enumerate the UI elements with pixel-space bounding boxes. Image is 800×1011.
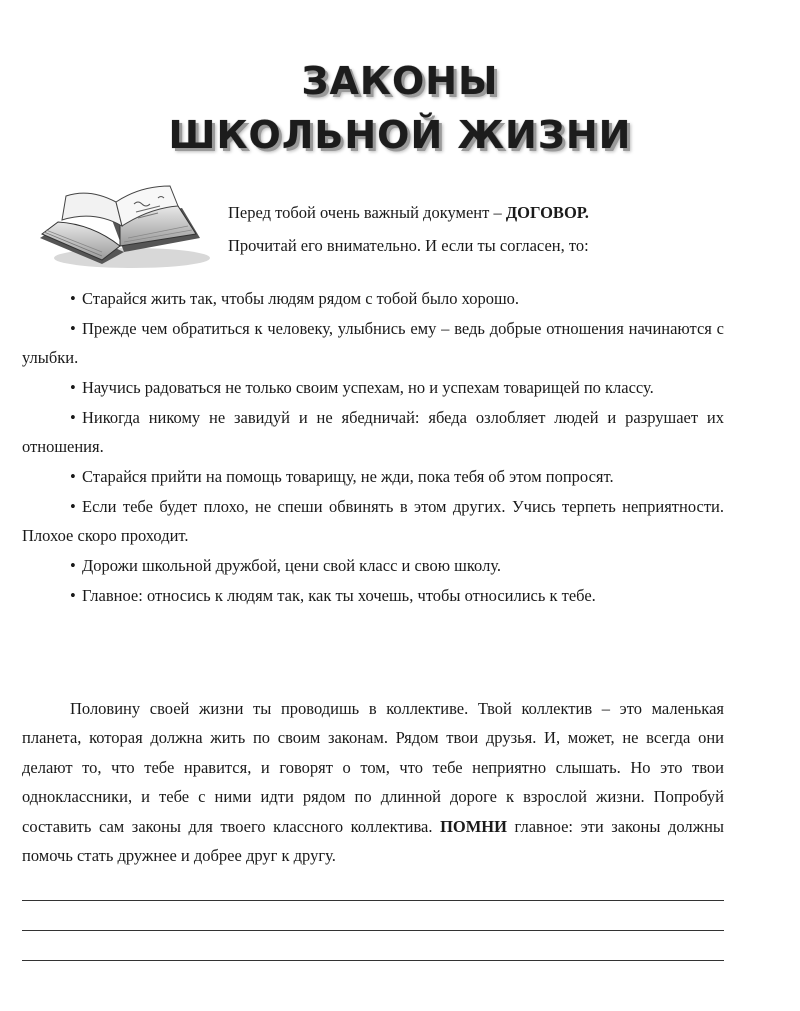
intro-text: Перед тобой очень важный документ – [228,203,506,222]
rule-item: • Старайся прийти на помощь товарищу, не жди, пока тебя об этом попросят. [70,467,614,486]
writing-line[interactable] [22,960,724,961]
rule-item: • Если тебе будет плохо, не спеши обвинять в этом других. Учись терпеть неприятности. Плохое скоро проходит. [22,497,724,545]
remember-bold-word: ПОМНИ [440,816,507,836]
rules-list [22,284,724,611]
rule-item: • Дорожи школьной дружбой, цени свой класс и свою школу. [70,556,502,575]
intro-bold-word: ДОГОВОР. [505,203,589,222]
intro-line-2: Прочитай его внимательно. И если ты согласен, то: [228,236,589,255]
rule-item: • Главное: относись к людям так, как ты хочешь, чтобы относились к тебе. [70,586,596,605]
writing-line[interactable] [22,900,724,901]
rule-item: • Никогда никому не завидуй и не ябедничай: ябеда озлобляет людей и разрушает их отношения. [22,408,724,456]
rule-item: • Прежде чем обратиться к человеку, улыбнись ему – ведь добрые отношения начинаются с улыбки. [22,319,724,367]
intro-line-1 [228,203,589,223]
rule-item: • Старайся жить так, чтобы людям рядом с тобой было хорошо. [70,289,520,308]
page-title-line-2: ШКОЛЬНОЙ ЖИЗНИ [168,113,632,157]
page-title-line-1: ЗАКОНЫ [301,59,499,103]
open-book-icon [32,180,212,280]
closing-paragraph: Половину своей жизни ты проводишь в коллективе. Твой коллектив – это маленькая планета, которая должна жить по своим законам. Рядом твои друзья. И, может, не всегда они делают то, что тебе нравится, и говорят о том, что тебе неприятно слышать. Но это твои одноклассники, и тебе с ними идти рядом по длинной дороге к взрослой жизни. Попробуй составить сам законы для твоего классного коллектива. ПОМНИ главное: эти законы должны помочь стать дружнее и добрее друг к другу. [22,698,724,865]
rule-item: • Научись радоваться не только своим успехам, но и успехам товарищей по классу. [70,378,654,397]
writing-line[interactable] [22,930,724,931]
